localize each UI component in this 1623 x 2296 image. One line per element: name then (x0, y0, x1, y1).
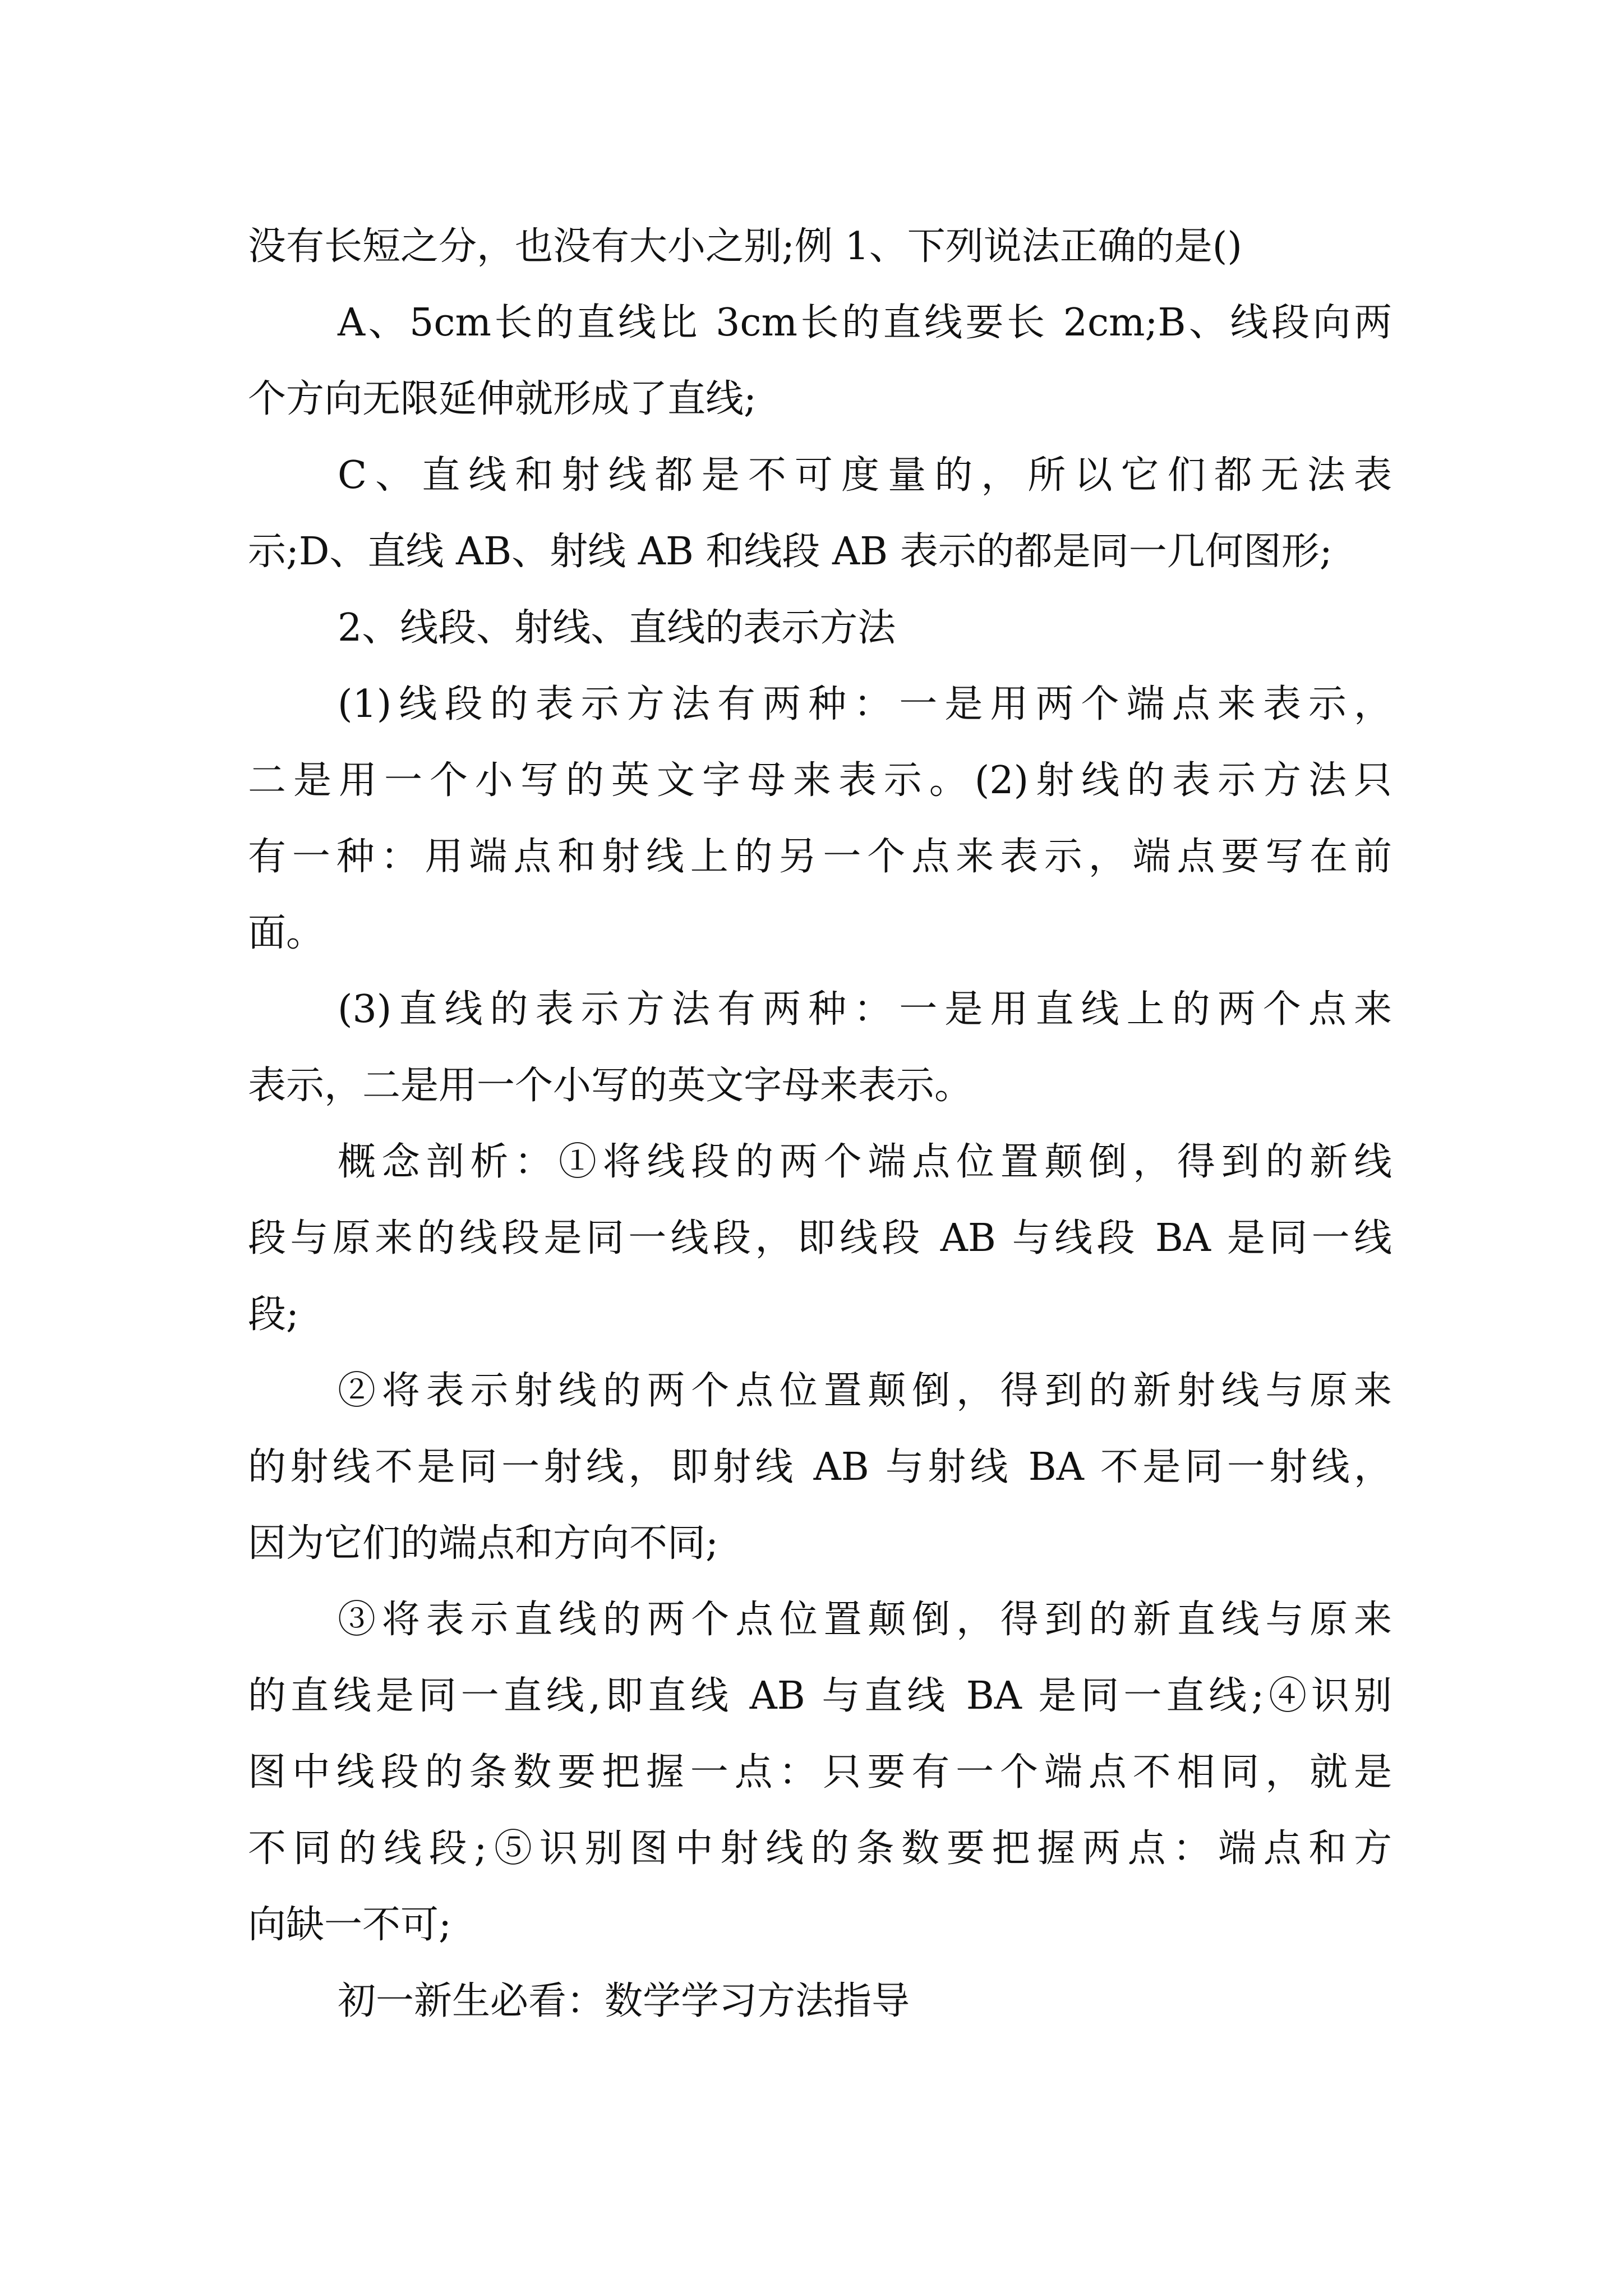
text-line: (3)直线的表示方法有两种：一是用直线上的两个点来 (338, 987, 1392, 1032)
text-line: 段与原来的线段是同一线段，即线段 AB 与线段 BA 是同一线 (248, 1216, 1392, 1260)
paragraph (248, 1124, 1392, 1353)
text-line: 有一种：用端点和射线上的另一个点来表示，端点要写在前 (248, 835, 1392, 879)
paragraph (248, 1963, 1392, 2040)
text-line: 向缺一不可; (248, 1903, 451, 1947)
text-line: 没有长短之分，也没有大小之别;例 1、下列说法正确的是() (248, 224, 1242, 269)
text-line: 初一新生必看：数学学习方法指导 (338, 1979, 910, 2023)
text-line: A、5cm长的直线比 3cm长的直线要长 2cm;B、线段向两 (338, 301, 1392, 345)
paragraph (248, 1353, 1392, 1582)
text-line: 段; (248, 1292, 299, 1337)
text-line: 因为它们的端点和方向不同; (248, 1521, 718, 1566)
document-body (248, 209, 1392, 2040)
text-line: ②将表示射线的两个点位置颠倒，得到的新射线与原来 (338, 1369, 1392, 1413)
text-line: 2、线段、射线、直线的表示方法 (338, 606, 896, 650)
text-line: 的直线是同一直线,即直线 AB 与直线 BA 是同一直线;④识别 (248, 1674, 1392, 1718)
paragraph (248, 1582, 1392, 1963)
text-line: 的射线不是同一射线，即射线 AB 与射线 BA 不是同一射线， (248, 1445, 1392, 1489)
text-line: (1)线段的表示方法有两种：一是用两个端点来表示， (338, 682, 1392, 726)
paragraph (248, 972, 1392, 1124)
text-line: 图中线段的条数要把握一点：只要有一个端点不相同，就是 (248, 1750, 1392, 1795)
paragraph (248, 666, 1392, 972)
text-line: ③将表示直线的两个点位置颠倒，得到的新直线与原来 (338, 1598, 1392, 1642)
text-line: 二是用一个小写的英文字母来表示。(2)射线的表示方法只 (248, 758, 1392, 803)
text-line: 表示，二是用一个小写的英文字母来表示。 (248, 1064, 973, 1108)
paragraph (248, 438, 1392, 590)
text-line: 不同的线段;⑤识别图中射线的条数要把握两点：端点和方 (248, 1826, 1392, 1871)
text-line: 示;D、直线 AB、射线 AB 和线段 AB 表示的都是同一几何图形; (248, 530, 1332, 574)
paragraph (248, 285, 1392, 438)
paragraph (248, 590, 1392, 666)
text-line: 面。 (248, 911, 325, 955)
text-line: 个方向无限延伸就形成了直线; (248, 377, 757, 421)
paragraph (248, 209, 1392, 285)
text-line: 概念剖析：①将线段的两个端点位置颠倒，得到的新线 (338, 1140, 1392, 1184)
text-line: C、直线和射线都是不可度量的，所以它们都无法表 (338, 453, 1392, 498)
